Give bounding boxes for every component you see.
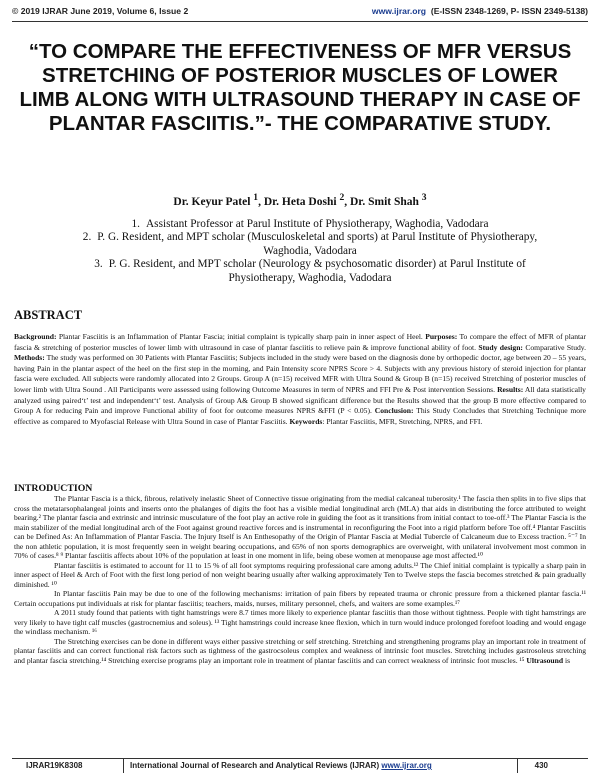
intro-paragraph: The Plantar Fascia is a thick, fibrous, relatively inelastic Sheet of Connective tissue originating from the medial calcaneal tuberosity.¹ The fascia then splits in to five slips that cross the metatarsophalangeal joints and inserts onto the phalanges of digits the foot has a visible medial longitudinal arch (MLA) that aids in distributing the force attributed to weight bearing.² The plantar fascia and extrinsic and intrinsic musculature of the foot play an active role in guiding the foot as it transitions from initial contact to toe-off.³ The Plantar Fascia is the main stabilizer of the medial longitudinal arch of the Foot against ground reactive forces and is instrumental in reconfiguring the Foot into a rigid platform before Toe off.⁴ Plantar Fasciitis can be Defined As: An Inflammation of Plantar Fascia. The Injury Itself is An Enthesopathy of the Origin of Plantar Fascia at Medial Tubercle of Calcaneum due to Excess traction. ⁵⁻⁷ In the non athletic population, it is most frequently seen in weight bearing occupations, and 65% of non sports demographics are overweight, with unilateral involvement most common in 70% of cases.⁸ ⁹ Plantar fasciitis affects about 10% of the population at least in one moment in life, being obese women at menopause age most affected.¹⁰ bbox=[14, 494, 586, 560]
abstract-purposes-label: Purposes: bbox=[425, 332, 458, 341]
affiliation-list bbox=[60, 218, 560, 285]
intro-bold-term: Ultrasound bbox=[526, 655, 564, 665]
header-citation: © 2019 IJRAR June 2019, Volume 6, Issue 2 bbox=[12, 6, 189, 16]
footer-journal bbox=[130, 761, 432, 770]
introduction-body bbox=[14, 494, 586, 665]
footer-separator bbox=[517, 759, 518, 773]
author-line: Dr. Keyur Patel $^1$, Dr. Heta Doshi $^2$, Dr. Smit Shah $^3$ bbox=[173, 192, 427, 208]
abstract-body bbox=[14, 332, 586, 427]
abstract-conclusion-label: Conclusion: bbox=[374, 406, 414, 416]
author-affil-mark: 2 bbox=[339, 192, 345, 203]
abstract-design: Comparative Study. bbox=[525, 342, 587, 352]
header-url[interactable]: www.ijrar.org bbox=[371, 6, 427, 16]
affiliation-text: P. G. Resident, and MPT scholar (Neurology & psychosomatic disorder) at Parul Institute of Physiotherapy, Waghodia, Vadodara bbox=[108, 258, 526, 284]
author-name: Dr. Heta Doshi bbox=[263, 195, 337, 208]
author-affil-mark: 1 bbox=[253, 192, 259, 203]
footer-journal-name: International Journal of Research and Analytical Reviews (IJRAR) bbox=[130, 761, 380, 770]
affiliation-item bbox=[60, 258, 560, 285]
intro-paragraph bbox=[14, 637, 586, 666]
intro-paragraph-continuation: is bbox=[563, 655, 571, 665]
intro-paragraph-text: The Stretching exercises can be done in different ways either passive stretching or self stretching. Stretching and strengthening programs play an important role in treatment of plantar fasciitis and can correct functional risk factors such as tightness of the gastrocsoleus complex and weakness of intrinsic foot muscles. Stretching includes gastrosoleus stretching and plantar fascia stretching.¹⁴ Stretching exercise programs play an important role in treatment of plantar fasciitis and can correct weakness of intrinsic foot muscles. ¹⁵ bbox=[14, 636, 586, 665]
affiliation-text: Assistant Professor at Parul Institute of Physiotherapy, Waghodia, Vadodara bbox=[146, 218, 489, 230]
affiliation-item bbox=[60, 231, 560, 258]
footer-separator bbox=[123, 759, 124, 773]
abstract-results: All data statistically analyzed using paired‘t’ test and independent‘t’ test. Analysis of Group A& Group B showed significant difference but the Results showed that the group B more effective compared to Group A for reducing Pain and improve Functional ability of foot for outcome measures NPRS &FFI (P < 0.05). bbox=[14, 384, 586, 416]
footer-page-number: 430 bbox=[534, 761, 548, 770]
intro-paragraph: A 2011 study found that patients with tight hamstrings were 8.7 times more likely to experience plantar fasciitis than those without tightness. People with tight hamstrings are very likely to have tight calf muscles (gastrocnemius and soleus). ¹³ Tight hamstrings could increase knee flexion, which in turn would induce prolonged forefoot loading and would engage the windlass mechanism. ¹⁶ bbox=[14, 608, 586, 636]
affiliation-number: 2. bbox=[82, 231, 92, 244]
running-footer bbox=[12, 761, 588, 774]
abstract-methods-label: Methods: bbox=[14, 353, 45, 363]
introduction-heading: INTRODUCTION bbox=[14, 483, 93, 494]
author-affil-mark: 3 bbox=[421, 192, 427, 203]
abstract-results-label: Results: bbox=[497, 384, 524, 394]
header-issn: (E-ISSN 2348-1269, P- ISSN 2349-5138) bbox=[430, 6, 588, 16]
abstract-background: Plantar Fasciitis is an Inflammation of Plantar Fascia; initial complaint is typically sharp pain in inner aspect of Heel. bbox=[58, 332, 423, 341]
affiliation-item bbox=[60, 218, 560, 231]
footer-url[interactable]: www.ijrar.org bbox=[381, 761, 432, 770]
intro-paragraph: Plantar fasciitis is estimated to account for 11 to 15 % of all foot symptoms requiring professional care among adults.¹² The Chief initial complaint is typically a sharp pain in inner aspect of Heel & Arch of Foot with the first long period of non weight bearing usually after walking approximately Ten to Twelve steps the fascia becomes stretched & pain gradually diminished. ¹⁰ bbox=[14, 560, 586, 589]
affiliation-number: 1. bbox=[131, 218, 141, 230]
affiliation-number: 3. bbox=[94, 258, 103, 271]
abstract-methods: The study was performed on 30 Patients with Plantar Fasciitis; Subjects included in the study were based on the diagnosis done by orthopedic doctor, age between 20 – 55 years, having Pain in the plantar aspect of the heel on the first step in the morning, and Pain Intensity score NPRS Score > 4. Subjects with any previous history of steroid injection for plantar fascia were excluded. All subjects were randomly allocated into 2 Groups. Group A (n=15) received MFR with Ultra Sound & Group B (n=15) received Stretching of posterior muscles of lower limb with Ultra Sound . All Participants were assessed using following Outcome Measures in term of NPRS and FFI Pre & Post intervention Sessions. bbox=[14, 353, 586, 394]
author-name: Dr. Smit Shah bbox=[349, 195, 419, 208]
footer-rule bbox=[12, 758, 588, 759]
abstract-purposes: To compare the effect of MFR of plantar fascia & stretching of posterior muscles of lower limb with ultrasound in case of plantar fasciitis to relieve pain & improve functional ability of foot. bbox=[14, 332, 587, 352]
author-name: Dr. Keyur Patel bbox=[173, 195, 251, 208]
abstract-heading: ABSTRACT bbox=[14, 308, 83, 322]
header-right bbox=[372, 6, 588, 16]
affiliation-text: P. G. Resident, and MPT scholar (Musculoskeletal and sports) at Parul Institute of Physiotherapy, Waghodia, Vadodara bbox=[97, 231, 538, 257]
abstract-background-label: Background: bbox=[14, 332, 57, 341]
footer-paper-id: IJRAR19K8308 bbox=[26, 761, 83, 770]
running-header bbox=[12, 6, 588, 22]
header-rule bbox=[12, 21, 588, 22]
intro-paragraph: In Plantar fasciitis Pain may be due to one of the following mechanisms: irritation of pain fibers by repeated trauma or chronic pressure from a thickened plantar fascia.¹¹ Certain occupations put individuals at risk for plantar fasciitis; teachers, maids, nurses, military personnel, chefs, and waiters are some examples.¹⁷ bbox=[14, 589, 586, 608]
abstract-conclusion: This Study Concludes that Stretching Technique more effective as compared to Myofascial Release with Ultra Sound in case of Plantar Fasciitis. bbox=[14, 406, 586, 426]
abstract-keywords: : Plantar Fasciitis, MFR, Stretching, NPRS, and FFI. bbox=[322, 416, 483, 426]
paper-title: “TO COMPARE THE EFFECTIVENESS OF MFR VERSUS STRETCHING OF POSTERIOR MUSCLES OF LOWER LIMB ALONG WITH ULTRASOUND THERAPY IN CASE OF PLANTAR FASCIITIS.”- THE COMPARATIVE STUDY. bbox=[19, 40, 581, 135]
abstract-keywords-label: Keywords bbox=[289, 416, 323, 426]
abstract-design-label: Study design: bbox=[478, 342, 523, 352]
